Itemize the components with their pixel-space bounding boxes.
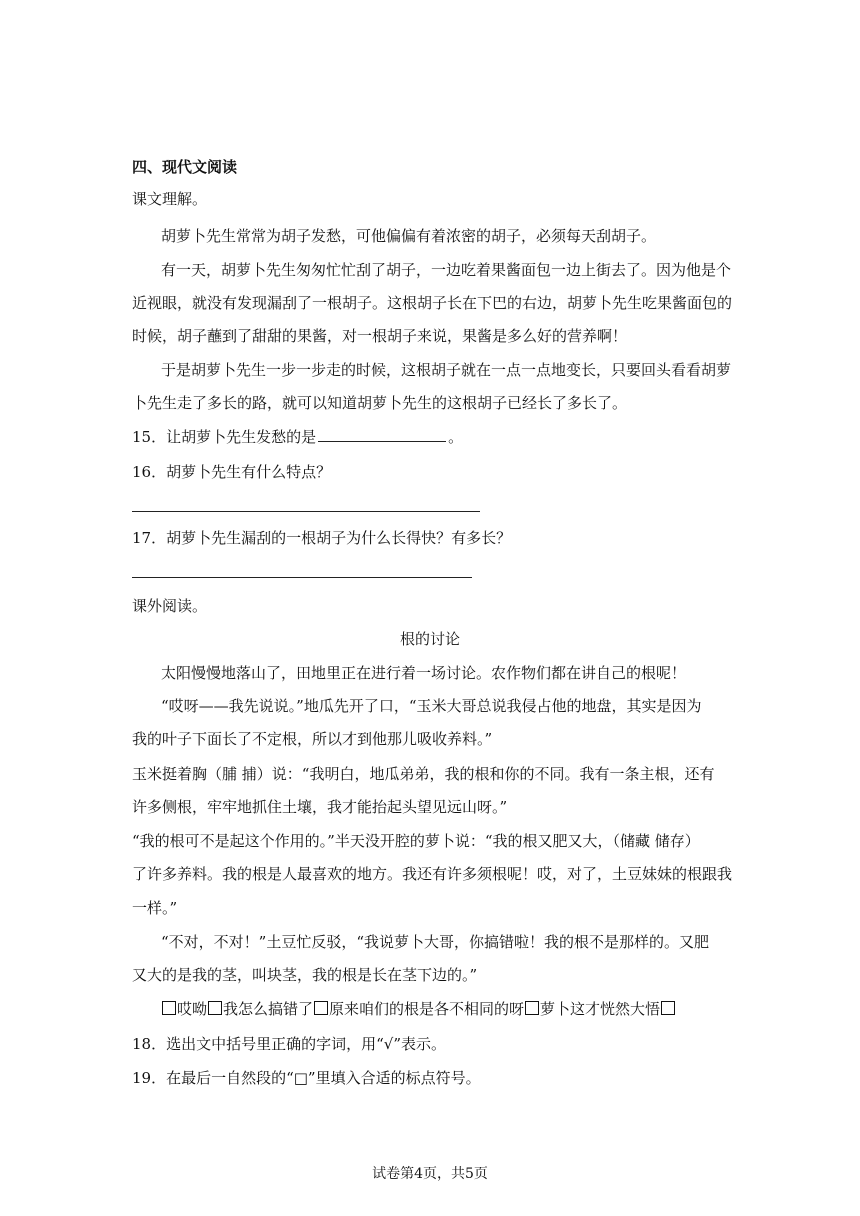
answer-blank-15[interactable] (318, 427, 446, 442)
passage2-paragraph-line: 了许多养料。我的根是人最喜欢的地方。我还有许多须根呢！哎，对了，土豆妹妹的根跟我 (132, 865, 733, 883)
question-18: 18．选出文中括号里正确的字词，用“√”表示。 (132, 1035, 446, 1053)
punctuation-box[interactable] (314, 1001, 328, 1015)
punctuation-box[interactable] (208, 1001, 222, 1015)
passage1-paragraph-line: 时候，胡子蘸到了甜甜的果酱，对一根胡子来说，果酱是多么好的营养啊！ (132, 327, 628, 345)
punctuation-box[interactable] (661, 1001, 675, 1015)
passage2-title: 根的讨论 (399, 630, 460, 648)
passage2-paragraph: “我的根可不是起这个作用的。”半天没开腔的萝卜说：“我的根又肥又大，（储藏 储存） (132, 832, 700, 850)
passage1-paragraph-line: 近视眼，就没有发现漏刮了一根胡子。这根胡子长在下巴的右边，胡萝卜先生吃果酱面包的 (132, 294, 733, 312)
passage1-paragraph: 有一天，胡萝卜先生匆匆忙忙刮了胡子，一边吃着果酱面包一边上街去了。因为他是个 (161, 261, 732, 279)
passage2-paragraph: 玉米挺着胸（脯 捕）说：“我明白，地瓜弟弟，我的根和你的不同。我有一条主根，还有 (132, 765, 715, 783)
question-15-text: 15．让胡萝卜先生发愁的是 (132, 428, 317, 446)
question-17: 17．胡萝卜先生漏刮的一根胡子为什么长得快？有多长？ (132, 529, 512, 547)
passage2-paragraph-line: 许多侧根，牢牢地抓住土壤，我才能抬起头望见远山呀。” (132, 798, 508, 816)
passage2-paragraph-line: 一样。” (132, 899, 178, 917)
passage2-paragraph: 太阳慢慢地落山了，田地里正在进行着一场讨论。农作物们都在讲自己的根呢！ (161, 664, 687, 682)
answer-line-16[interactable] (132, 511, 480, 512)
passage1-paragraph-line: 卜先生走了多长的路，就可以知道胡萝卜先生的这根胡子已经长了多长了。 (132, 394, 628, 412)
punctuation-box[interactable] (525, 1001, 539, 1015)
passage2-paragraph: “不对，不对！”土豆忙反驳，“我说萝卜大哥，你搞错啦！我的根不是那样的。又肥 (161, 933, 710, 951)
question-15 (132, 427, 732, 447)
passage1-paragraph: 胡萝卜先生常常为胡子发愁，可他偏偏有着浓密的胡子，必须每天刮胡子。 (161, 227, 657, 245)
section-title: 四、现代文阅读 (132, 158, 238, 176)
question-15-end: 。 (448, 428, 464, 446)
question-16: 16．胡萝卜先生有什么特点？ (132, 463, 332, 481)
part2-label: 课外阅读。 (132, 597, 208, 615)
passage2-last-paragraph (161, 999, 732, 1019)
page-footer: 试卷第4页，共5页 (372, 1166, 488, 1182)
passage2-paragraph-line: 又大的是我的茎，叫块茎，我的根是长在茎下边的。” (132, 966, 478, 984)
part1-label: 课文理解。 (132, 190, 208, 208)
passage1-paragraph: 于是胡萝卜先生一步一步走的时候，这根胡子就在一点一点地变长，只要回头看看胡萝 (161, 361, 732, 379)
text-segment: 我怎么搞错了 (223, 1000, 314, 1018)
text-segment: 原来咱们的根是各不相同的呀 (329, 1000, 525, 1018)
text-segment: 萝卜这才恍然大悟 (540, 1000, 661, 1018)
punctuation-box[interactable] (162, 1001, 176, 1015)
text-segment: 哎呦 (177, 1000, 208, 1018)
passage2-paragraph-line: 我的叶子下面长了不定根，所以才到他那儿吸收养料。” (132, 730, 493, 748)
question-19: 19．在最后一自然段的“□”里填入合适的标点符号。 (132, 1069, 481, 1087)
passage2-paragraph: “哎呀——我先说说。”地瓜先开了口，“玉米大哥总说我侵占他的地盘，其实是因为 (161, 697, 702, 715)
answer-line-17[interactable] (132, 577, 472, 578)
